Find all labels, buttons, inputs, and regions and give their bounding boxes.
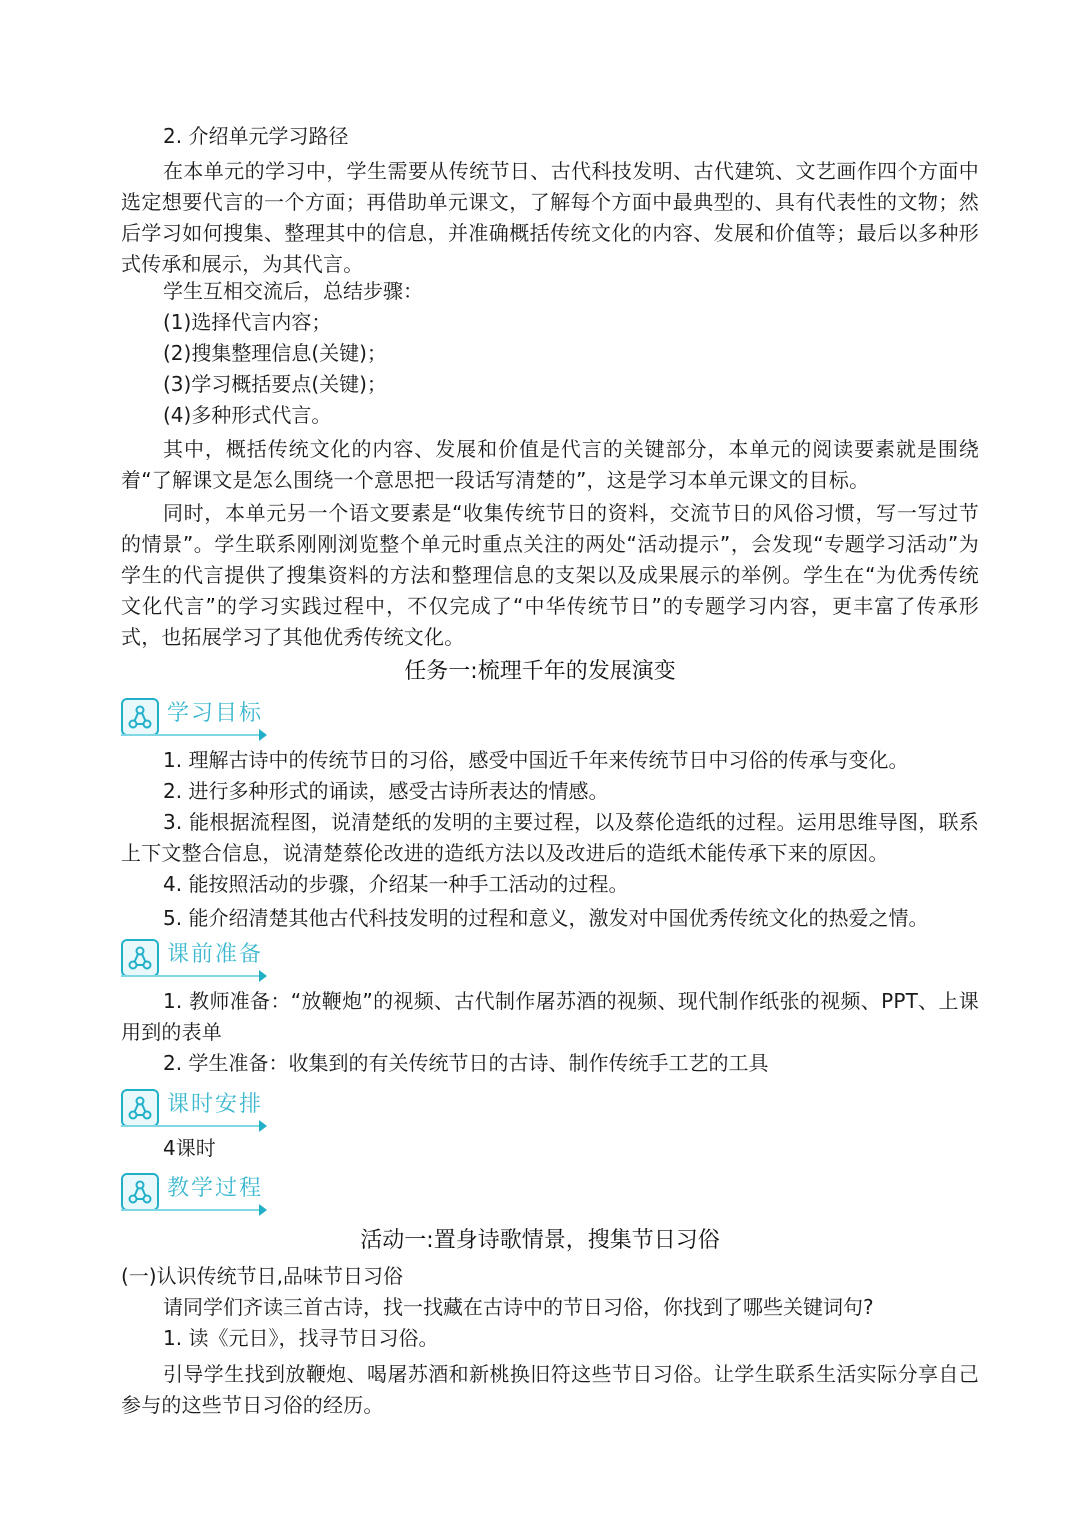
- goal-item: 5. 能介绍清楚其他古代科技发明的过程和意义，激发对中国优秀传统文化的热爱之情。: [163, 906, 929, 930]
- section-underline: [121, 1209, 261, 1211]
- intro-paragraph-4: 同时，本单元另一个语文要素是“收集传统节日的资料，交流节日的风俗习惯，写一写过节的情景”。学生联系刚刚浏览整个单元时重点关注的两处“活动提示”，会发现“专题学习活动”为学生的代言提供了搜集资料的方法和整理信息的支架以及成果展示的举例。学生在“为优秀传统文化代言”的学习实践过程中，不仅完成了“中华传统节日”的专题学习内容，更丰富了传承形式，也拓展学习了其他优秀传统文化。: [121, 501, 979, 649]
- activity-paragraph-1: 请同学们齐读三首古诗，找一找藏在古诗中的节日习俗，你找到了哪些关键词句?: [163, 1295, 874, 1319]
- section-label: 学习目标: [167, 701, 264, 726]
- activity-paragraph-2: 引导学生找到放鞭炮、喝屠苏酒和新桃换旧符这些节日习俗。让学生联系生活实际分享自己参与的这些节日习俗的经历。: [121, 1362, 979, 1417]
- intro-paragraph-1: 在本单元的学习中，学生需要从传统节日、古代科技发明、古代建筑、文艺画作四个方面中选定想要代言的一个方面；再借助单元课文，了解每个方面中最典型的、具有代表性的文物；然后学习如何搜集、整理其中的信息，并准确概括传统文化的内容、发展和价值等；最后以多种形式传承和展示，为其代言。: [121, 159, 979, 276]
- section-underline: [121, 975, 261, 977]
- network-icon: [121, 1173, 159, 1211]
- network-icon: [121, 939, 159, 977]
- intro-paragraph-3: 其中，概括传统文化的内容、发展和价值是代言的关键部分，本单元的阅读要素就是围绕着“了解课文是怎么围绕一个意思把一段话写清楚的”，这是学习本单元课文的目标。: [121, 437, 979, 492]
- section-header-process: [121, 1171, 271, 1211]
- task-title: 任务一:梳理千年的发展演变: [404, 659, 676, 684]
- section-label: 课时安排: [167, 1092, 264, 1117]
- prep-item: 1. 教师准备：“放鞭炮”的视频、古代制作屠苏酒的视频、现代制作纸张的视频、PPT、上课用到的表单: [121, 989, 979, 1044]
- section-arrow: [259, 729, 267, 741]
- goal-item: 2. 进行多种形式的诵读，感受古诗所表达的情感。: [163, 779, 609, 803]
- activity-title: 活动一:置身诗歌情景，搜集节日习俗: [360, 1228, 720, 1253]
- goal-item: 3. 能根据流程图，说清楚纸的发明的主要过程，以及蔡伦造纸的过程。运用思维导图，联系上下文整合信息，说清楚蔡伦改进的造纸方法以及改进后的造纸术能传承下来的原因。: [121, 810, 979, 865]
- section-arrow: [259, 1204, 267, 1216]
- section-arrow: [259, 970, 267, 982]
- section-underline: [121, 1125, 261, 1127]
- activity-step-1: 1. 读《元日》，找寻节日习俗。: [163, 1326, 439, 1350]
- step-item: (4)多种形式代言。: [163, 403, 332, 427]
- step-item: (1)选择代言内容；: [163, 310, 332, 334]
- goal-item: 4. 能按照活动的步骤，介绍某一种手工活动的过程。: [163, 872, 629, 896]
- intro-heading: 2. 介绍单元学习路径: [163, 124, 349, 148]
- network-icon: [121, 698, 159, 736]
- section-underline: [121, 734, 261, 736]
- intro-paragraph-2: 学生互相交流后，总结步骤：: [163, 279, 423, 303]
- goal-item: 1. 理解古诗中的传统节日的习俗，感受中国近千年来传统节日中习俗的传承与变化。: [163, 748, 909, 772]
- step-item: (3)学习概括要点(关键)；: [163, 372, 387, 396]
- section-header-schedule: [121, 1087, 271, 1127]
- section-header-prep: [121, 937, 271, 977]
- section-header-goals: [121, 696, 271, 736]
- section-arrow: [259, 1120, 267, 1132]
- step-item: (2)搜集整理信息(关键)；: [163, 341, 387, 365]
- prep-item: 2. 学生准备：收集到的有关传统节日的古诗、制作传统手工艺的工具: [163, 1051, 769, 1075]
- section-label: 课前准备: [167, 942, 264, 967]
- activity-subheading: (一)认识传统节日,品味节日习俗: [121, 1264, 403, 1288]
- network-icon: [121, 1089, 159, 1127]
- schedule-text: 4课时: [163, 1136, 216, 1160]
- section-label: 教学过程: [167, 1176, 264, 1201]
